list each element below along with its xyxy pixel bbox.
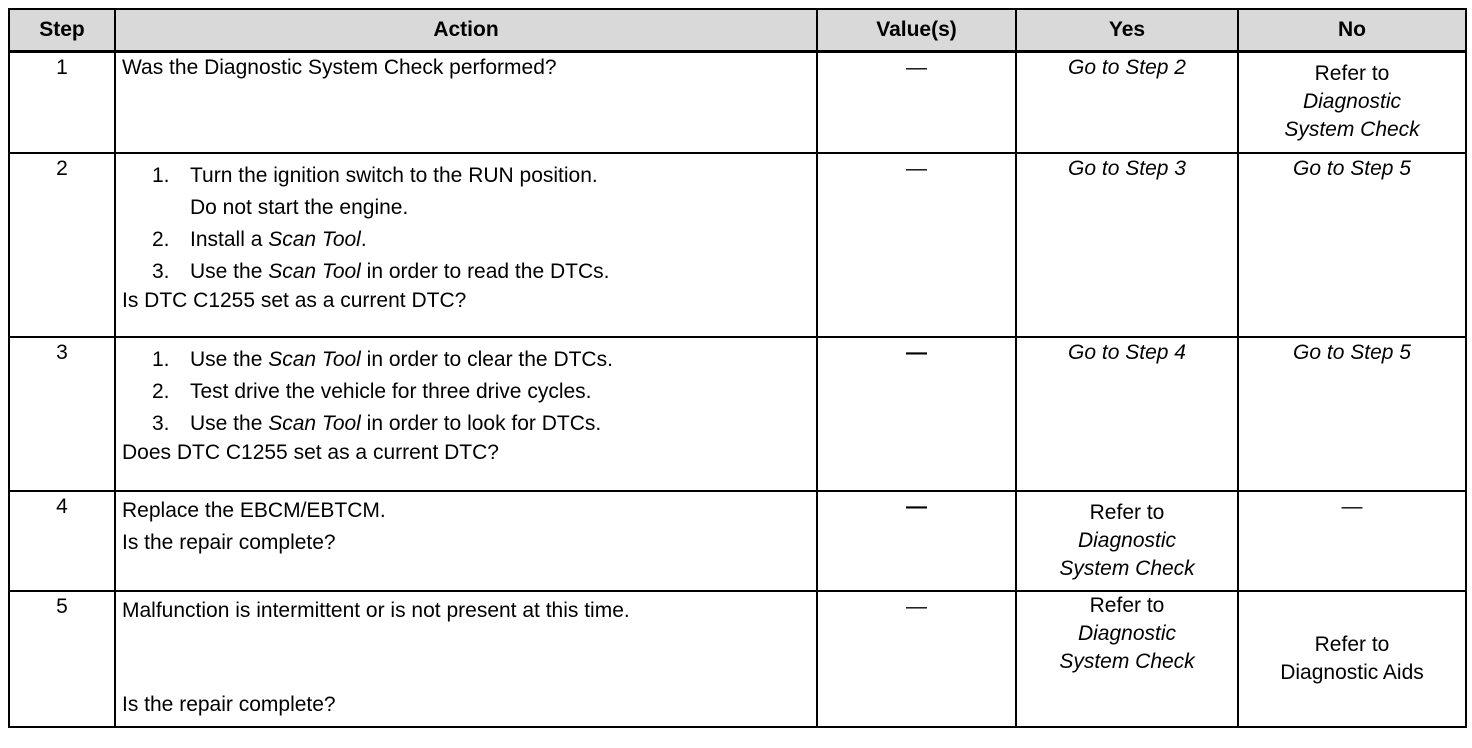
step-number: 3 [9, 337, 115, 491]
value-cell: — [817, 153, 1016, 337]
list-item: 2. Test drive the vehicle for three drive cycles. [152, 379, 592, 403]
table-row [9, 591, 1466, 727]
step-number: 2 [9, 153, 115, 337]
table-header-row [9, 9, 1466, 52]
no-cell [1238, 591, 1466, 727]
yes-line: Refer to [1089, 500, 1165, 524]
header-action: Action [115, 9, 817, 52]
list-item: 3. Use the Scan Tool in order to look for DTCs. [152, 411, 602, 435]
list-item: 1. Turn the ignition switch to the RUN position. [152, 163, 598, 187]
action-cell [115, 52, 817, 153]
action-question: Does DTC C1255 set as a current DTC? [122, 440, 499, 464]
header-yes: Yes [1016, 9, 1238, 52]
action-cell [115, 337, 817, 491]
header-values: Value(s) [817, 9, 1016, 52]
no-line: Diagnostic Aids [1280, 660, 1424, 684]
diagnostic-table [8, 8, 1467, 728]
value-cell: — [817, 337, 1016, 491]
yes-cell: Go to Step 4 [1016, 337, 1238, 491]
table-row [9, 491, 1466, 591]
list-item: 3. Use the Scan Tool in order to read the DTCs. [152, 259, 610, 283]
no-line: System Check [1284, 118, 1420, 142]
yes-line: System Check [1059, 556, 1195, 580]
value-cell: — [817, 491, 1016, 591]
no-line: Diagnostic [1302, 90, 1402, 114]
action-text: Replace the EBCM/EBTCM. [122, 498, 386, 522]
yes-cell: Go to Step 3 [1016, 153, 1238, 337]
value-cell: — [817, 591, 1016, 727]
step-number: 5 [9, 591, 115, 727]
action-list [122, 160, 810, 288]
action-text: Malfunction is intermittent or is not present at this time. [122, 598, 630, 622]
no-line: Refer to [1314, 62, 1390, 86]
no-cell: Go to Step 5 [1238, 153, 1466, 337]
no-line: Refer to [1314, 632, 1390, 656]
step-number: 4 [9, 491, 115, 591]
action-cell [115, 153, 817, 337]
list-item: 1. Use the Scan Tool in order to clear the DTCs. [152, 347, 613, 371]
yes-cell: Go to Step 2 [1016, 52, 1238, 153]
action-question: Is the repair complete? [122, 530, 336, 554]
action-cell [115, 591, 817, 727]
step-number: 1 [9, 52, 115, 153]
yes-cell [1016, 491, 1238, 591]
action-cell [115, 491, 817, 591]
yes-line: System Check [1059, 649, 1195, 673]
header-no: No [1238, 9, 1466, 52]
yes-line: Diagnostic [1077, 621, 1177, 645]
value-cell: — [817, 52, 1016, 153]
spacer [122, 626, 810, 692]
table-row [9, 52, 1466, 153]
table-row [9, 153, 1466, 337]
yes-cell [1016, 591, 1238, 727]
action-text: Was the Diagnostic System Check performed? [122, 56, 557, 79]
list-item: 2. Install a Scan Tool. [152, 227, 367, 251]
action-list [122, 344, 810, 440]
yes-line: Refer to [1089, 593, 1165, 617]
table-row [9, 337, 1466, 491]
no-cell: — [1238, 491, 1466, 591]
action-question: Is DTC C1255 set as a current DTC? [122, 288, 467, 312]
no-cell [1238, 52, 1466, 153]
yes-line: Diagnostic [1077, 528, 1177, 552]
action-question: Is the repair complete? [122, 692, 336, 716]
header-step: Step [9, 9, 115, 52]
no-cell: Go to Step 5 [1238, 337, 1466, 491]
list-item: Do not start the engine. [190, 195, 409, 219]
